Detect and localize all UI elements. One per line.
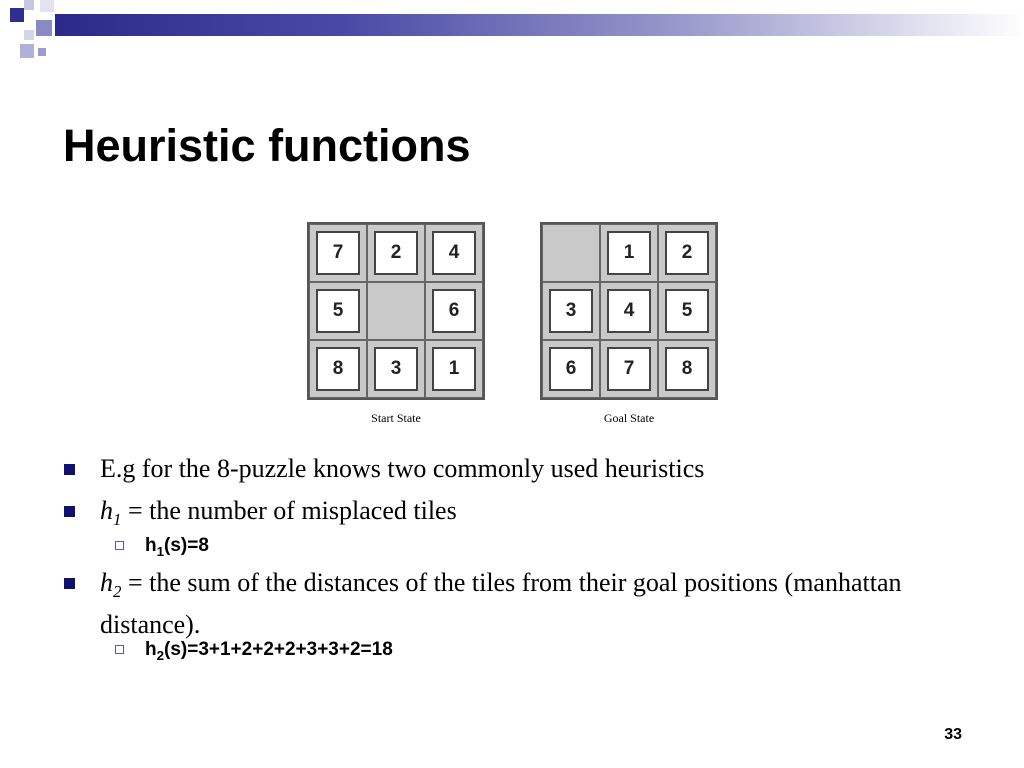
puzzle-tile: 2 xyxy=(374,231,418,275)
sub-bullet-text xyxy=(145,638,393,668)
puzzle-cell xyxy=(367,224,425,282)
puzzle-tile: 2 xyxy=(665,231,709,275)
puzzle-cell xyxy=(658,282,716,340)
slide-title: Heuristic functions xyxy=(63,120,471,171)
puzzle-tile: 8 xyxy=(316,347,360,391)
bullet-square-icon xyxy=(64,464,75,475)
start-state-label: Start State xyxy=(371,411,421,425)
puzzle-board xyxy=(540,222,718,400)
puzzle-cell xyxy=(600,340,658,398)
sub-bullet-body: (s)=8 xyxy=(164,535,209,556)
puzzle-board xyxy=(307,222,485,400)
header-decor-square xyxy=(10,8,24,22)
sub-bullet-text xyxy=(145,534,209,564)
puzzle-tile: 6 xyxy=(549,347,593,391)
puzzle-tile: 4 xyxy=(607,289,651,333)
bullet-item xyxy=(64,566,940,641)
bullet-text xyxy=(100,566,940,641)
puzzle-tile: 5 xyxy=(665,289,709,333)
heuristic-symbol: h xyxy=(100,568,113,597)
heuristic-symbol: h xyxy=(145,535,157,556)
heuristic-symbol: h xyxy=(100,496,113,525)
puzzle-tile: 7 xyxy=(316,231,360,275)
puzzle-cell xyxy=(425,282,483,340)
header-gradient-band xyxy=(55,14,1024,36)
puzzle-blank-cell xyxy=(367,282,425,340)
header-decor-square xyxy=(20,44,34,58)
puzzle-cell xyxy=(367,340,425,398)
heuristic-subscript-text: 2 xyxy=(113,582,122,602)
puzzle-tile: 8 xyxy=(665,347,709,391)
bullet-item xyxy=(64,452,940,485)
puzzle-cell xyxy=(425,224,483,282)
puzzle-tile: 3 xyxy=(374,347,418,391)
bullet-item xyxy=(64,494,940,536)
puzzle-cell xyxy=(542,340,600,398)
sub-bullet-item xyxy=(115,534,209,564)
puzzle-cell xyxy=(658,340,716,398)
sub-bullet-body: (s)=3+1+2+2+2+3+3+2=18 xyxy=(164,639,393,660)
puzzle-cell xyxy=(542,282,600,340)
goal-state-puzzle xyxy=(540,222,718,426)
puzzle-cell xyxy=(309,282,367,340)
bullet-text xyxy=(100,494,940,536)
bullet-square-icon xyxy=(64,578,75,589)
bullet-text: E.g for the 8-puzzle knows two commonly used heuristics xyxy=(100,454,705,483)
puzzle-cell xyxy=(600,282,658,340)
goal-state-label: Goal State xyxy=(603,411,655,425)
puzzle-cell xyxy=(309,340,367,398)
header-decor-square xyxy=(40,0,54,12)
puzzle-cell xyxy=(658,224,716,282)
hollow-square-bullet-icon xyxy=(115,645,124,654)
heuristic-subscript-text: 1 xyxy=(113,510,122,530)
page-number: 33 xyxy=(944,726,962,743)
puzzle-tile: 3 xyxy=(549,289,593,333)
puzzle-cell xyxy=(600,224,658,282)
hollow-square-bullet-icon xyxy=(115,541,124,550)
start-state-puzzle xyxy=(307,222,485,426)
puzzle-tile: 1 xyxy=(432,347,476,391)
header-decor-square xyxy=(38,48,46,56)
sub-bullet-item xyxy=(115,638,393,668)
puzzle-tile: 1 xyxy=(607,231,651,275)
puzzle-cell xyxy=(309,224,367,282)
header-decor-square xyxy=(36,20,52,36)
puzzle-tile: 6 xyxy=(432,289,476,333)
puzzle-tile: 7 xyxy=(607,347,651,391)
puzzle-cell xyxy=(425,340,483,398)
puzzle-blank-cell xyxy=(542,224,600,282)
bullet-body: = the sum of the distances of the tiles from their goal positions (manhattan distance). xyxy=(100,568,902,640)
puzzle-tile: 5 xyxy=(316,289,360,333)
heuristic-symbol: h xyxy=(145,639,157,660)
puzzle-tile: 4 xyxy=(432,231,476,275)
heuristic-subscript: 1 xyxy=(156,543,165,559)
heuristic-subscript: 2 xyxy=(156,647,165,663)
bullet-square-icon xyxy=(64,506,75,517)
bullet-body: = the number of misplaced tiles xyxy=(121,496,457,525)
header-decor-square xyxy=(24,30,34,40)
header-decor-square xyxy=(24,0,34,10)
